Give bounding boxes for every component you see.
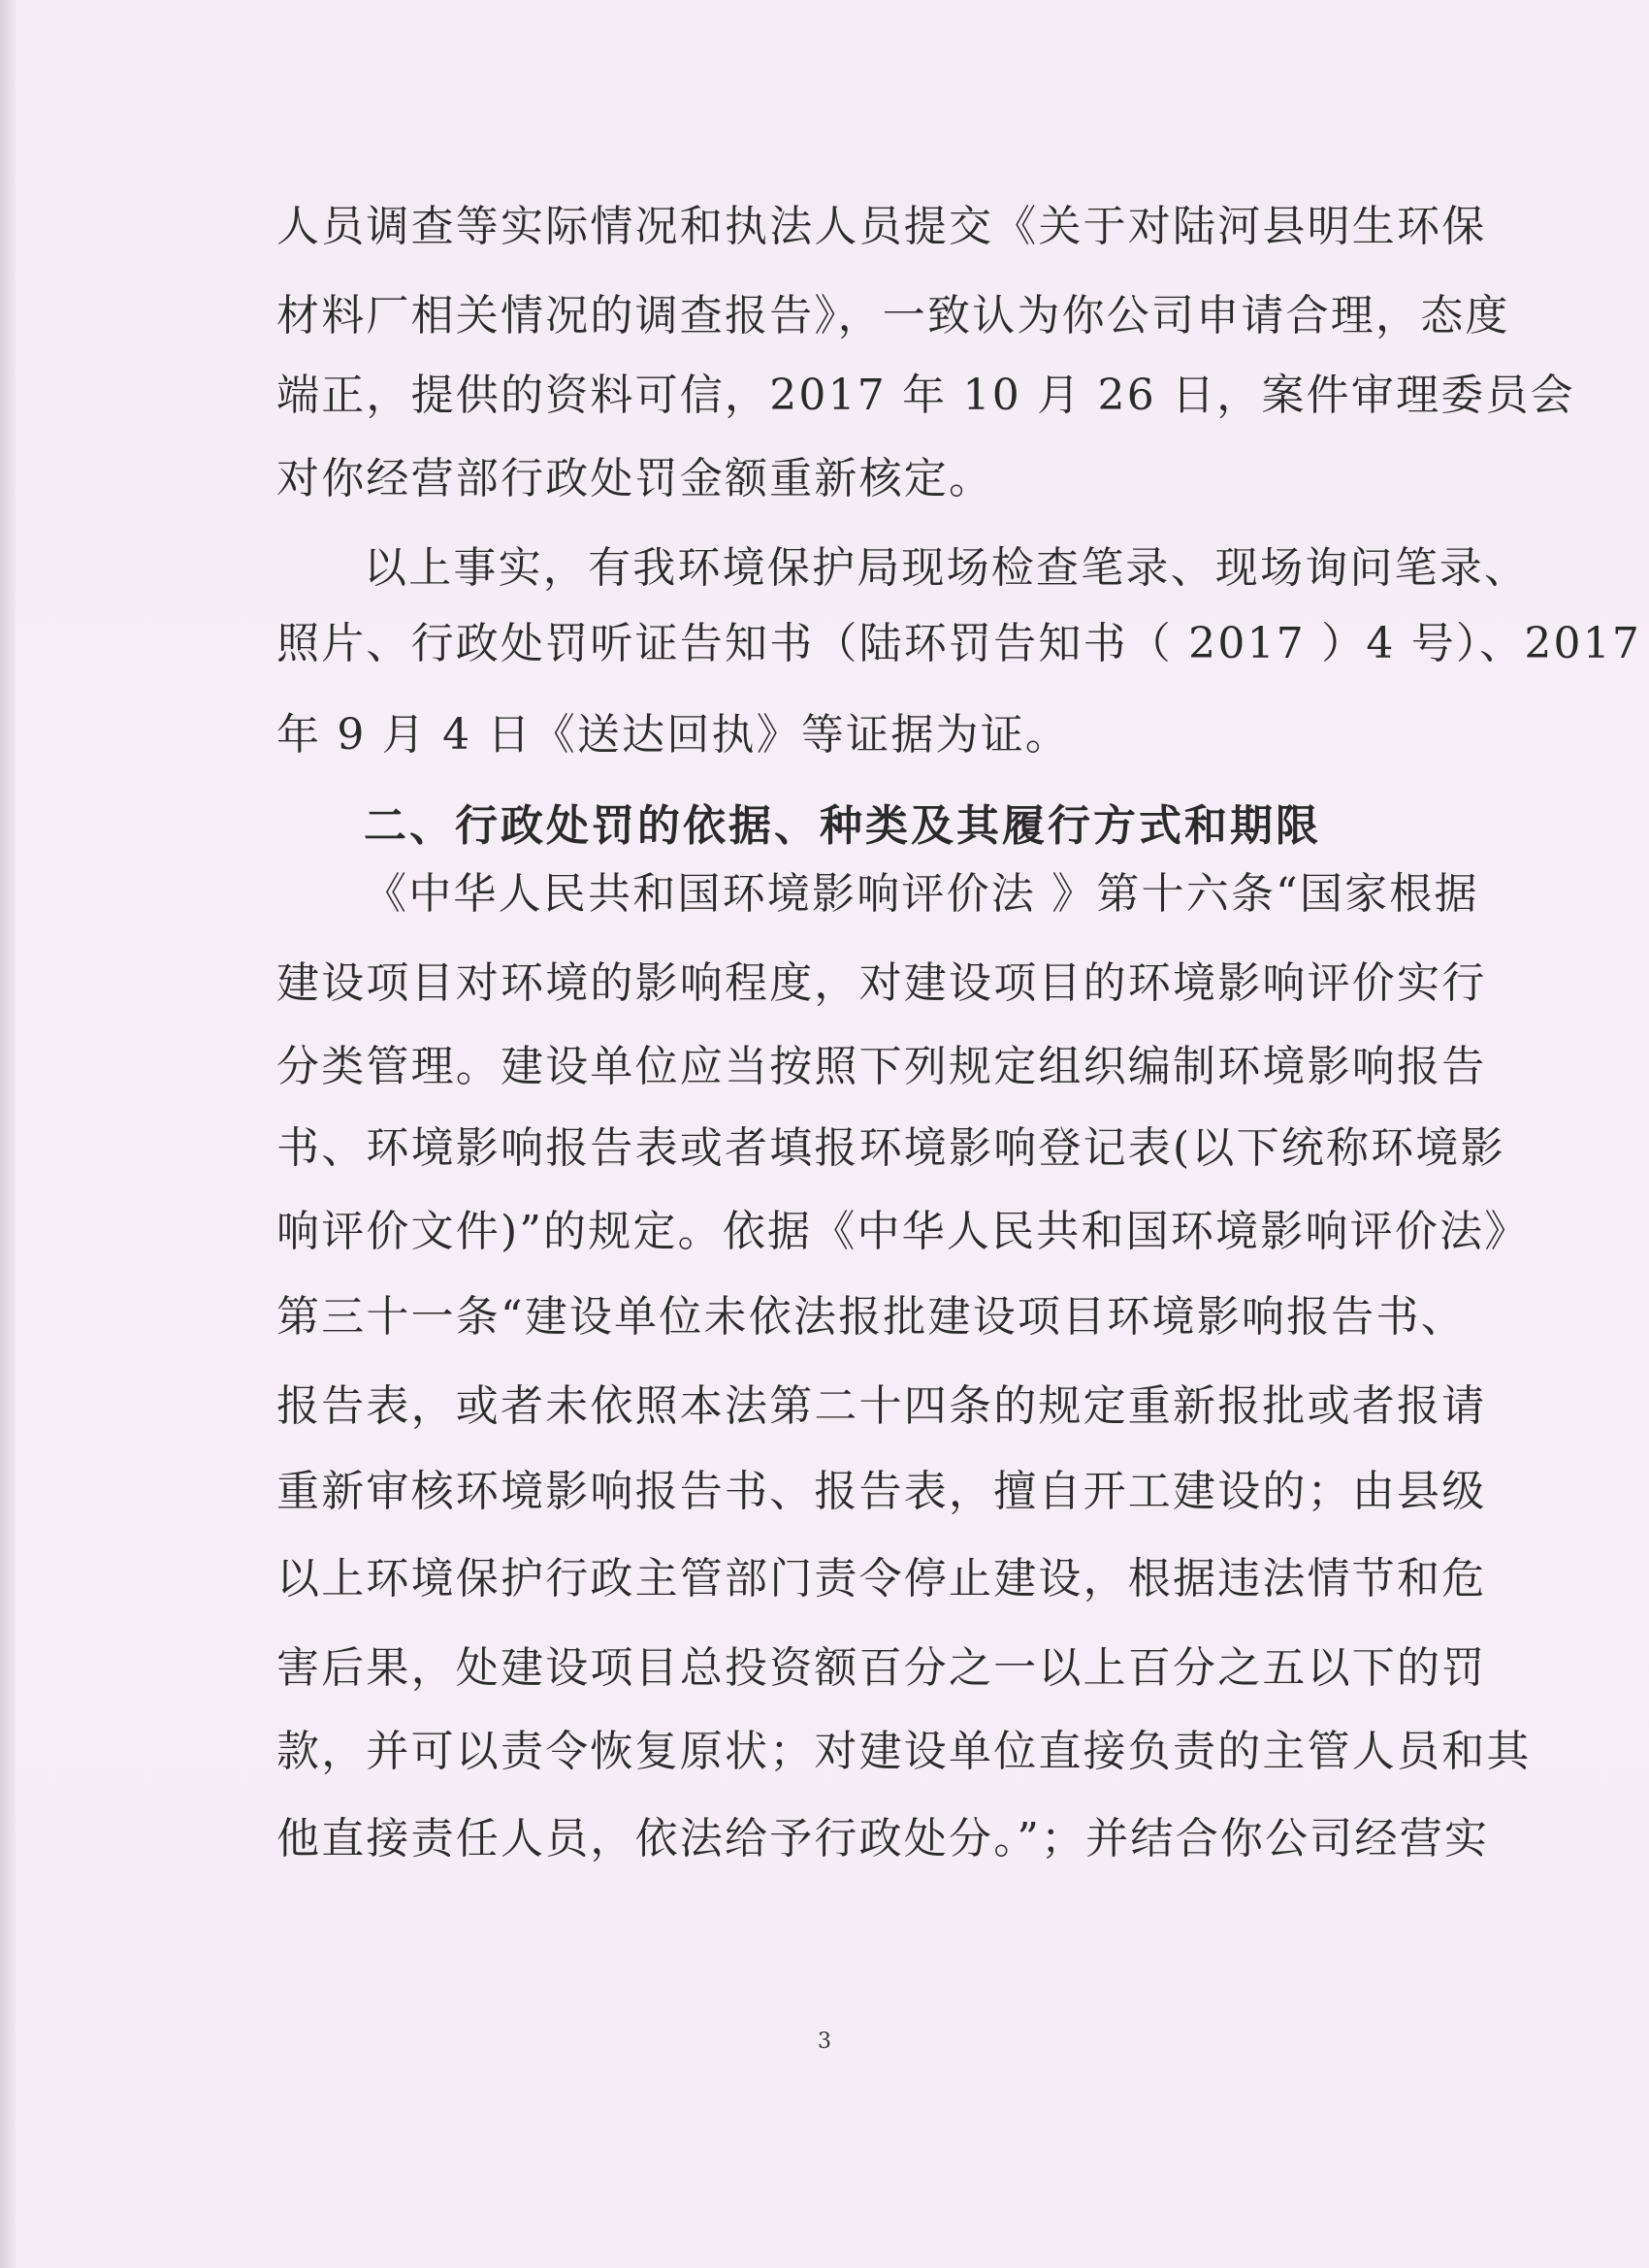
body-line: 响评价文件)”的规定。依据《中华人民共和国环境影响评价法》 bbox=[276, 1207, 1530, 1256]
body-line: 以上事实，有我环境保护局现场检查笔录、现场询问笔录、 bbox=[364, 543, 1530, 593]
body-line: 重新审核环境影响报告书、报告表，擅自开工建设的；由县级 bbox=[276, 1467, 1487, 1516]
body-line: 对你经营部行政处罚金额重新核定。 bbox=[276, 454, 994, 503]
scan-edge-shadow bbox=[0, 0, 16, 2268]
body-line: 第三十一条“建设单位未依法报批建设项目环境影响报告书、 bbox=[276, 1292, 1466, 1342]
body-line: 分类管理。建设单位应当按照下列规定组织编制环境影响报告 bbox=[276, 1042, 1487, 1091]
section-heading: 二、行政处罚的依据、种类及其履行方式和期限 bbox=[364, 801, 1321, 851]
body-line: 以上环境保护行政主管部门责令停止建设，根据违法情节和危 bbox=[276, 1554, 1487, 1604]
body-line: 《中华人民共和国环境影响评价法 》第十六条“国家根据 bbox=[364, 869, 1479, 919]
body-line: 人员调查等实际情况和执法人员提交《关于对陆河县明生环保 bbox=[276, 202, 1487, 251]
body-line: 书、环境影响报告表或者填报环境影响登记表(以下统称环境影 bbox=[276, 1123, 1505, 1173]
body-line: 照片、行政处罚听证告知书（陆环罚告知书（ 2017 ）4 号）、2017 bbox=[276, 619, 1642, 668]
body-line: 材料厂相关情况的调查报告》，一致认为你公司申请合理，态度 bbox=[276, 291, 1510, 340]
body-line: 害后果，处建设项目总投资额百分之一以上百分之五以下的罚 bbox=[276, 1643, 1487, 1693]
page-number: 3 bbox=[818, 2029, 831, 2054]
body-line: 年 9 月 4 日《送达回执》等证据为证。 bbox=[276, 710, 1071, 760]
body-line: 建设项目对环境的影响程度，对建设项目的环境影响评价实行 bbox=[276, 958, 1487, 1008]
body-line: 端正，提供的资料可信，2017 年 10 月 26 日，案件审理委员会 bbox=[276, 371, 1575, 420]
body-line: 他直接责任人员，依法给予行政处分。”；并结合你公司经营实 bbox=[276, 1814, 1490, 1863]
body-line: 报告表，或者未依照本法第二十四条的规定重新报批或者报请 bbox=[276, 1381, 1487, 1431]
body-line: 款，并可以责令恢复原状；对建设单位直接负责的主管人员和其 bbox=[276, 1727, 1532, 1776]
